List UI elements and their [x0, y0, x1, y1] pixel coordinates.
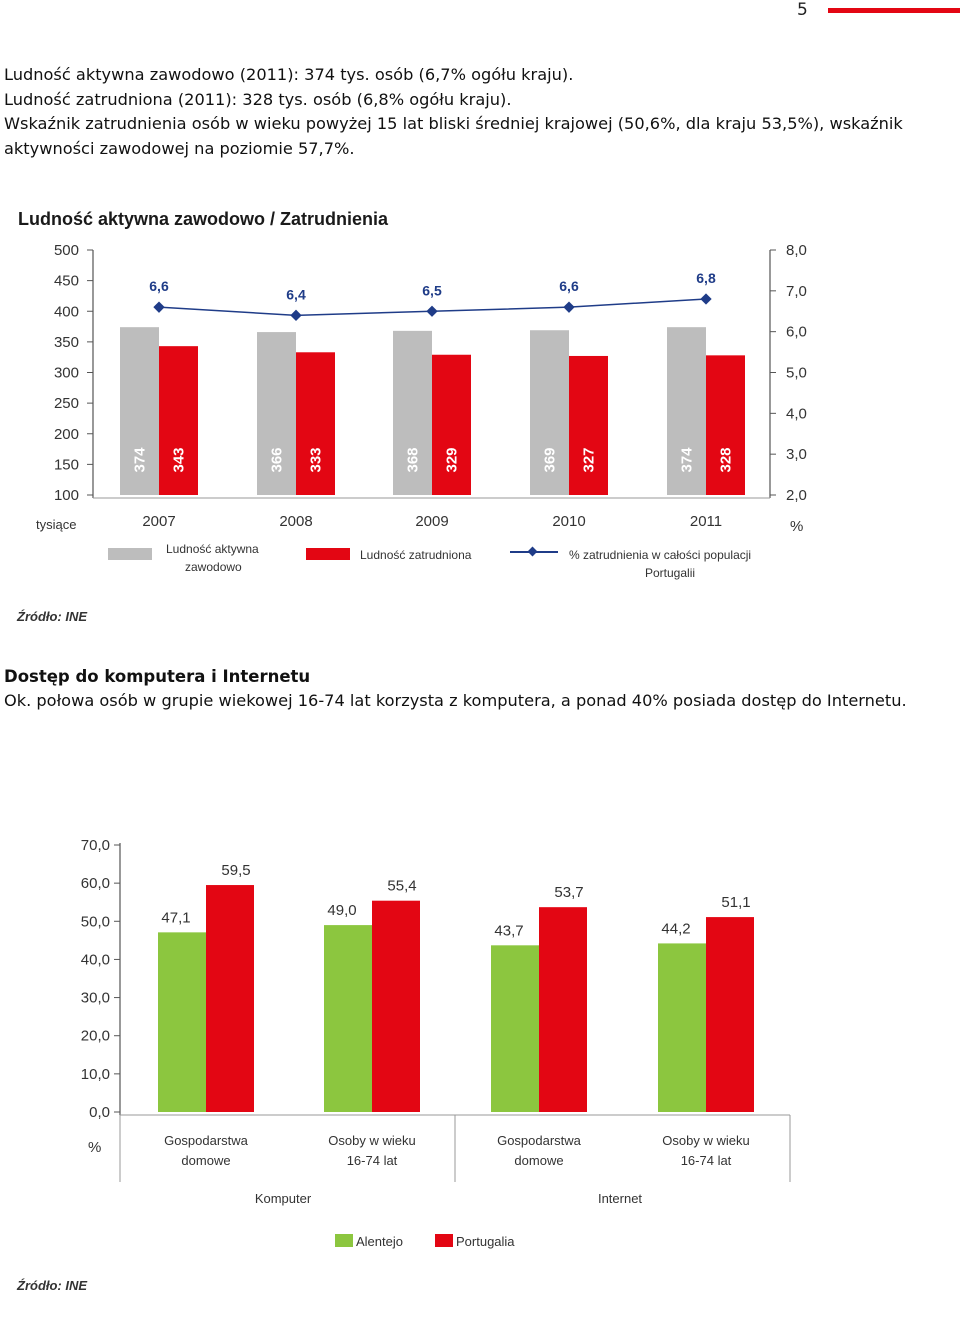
- chart2-legend-portugalia: Portugalia: [456, 1234, 515, 1249]
- chart2-group-computer: Komputer: [254, 1191, 312, 1206]
- chart1-legend-rate-line2: Portugalii: [645, 566, 696, 580]
- chart2-bar-portugalia: [539, 907, 587, 1112]
- chart2-xtick-label: domowe: [514, 1153, 564, 1168]
- intro-line-employed-population: Ludność zatrudniona (2011): 328 tys. osób (6,8% ogółu kraju).: [4, 89, 512, 109]
- chart2-xtick-label: Gospodarstwa: [497, 1133, 581, 1148]
- chart1-y2tick-label: 8,0: [786, 242, 807, 259]
- chart1-rate-label: 6,6: [149, 278, 169, 295]
- chart2-bar-label: 49,0: [327, 902, 357, 920]
- chart2-bar-label: 44,2: [661, 920, 691, 938]
- chart2-xtick-label: 16-74 lat: [680, 1153, 732, 1168]
- chart2-bar-portugalia: [372, 901, 420, 1112]
- chart1-rate-label: 6,6: [559, 278, 579, 295]
- chart2-legend-swatch-portugalia: [435, 1234, 453, 1247]
- chart2-bar-label: 51,1: [721, 894, 751, 912]
- chart1-y2tick-label: 4,0: [786, 405, 807, 423]
- chart2-bar-label: 59,5: [221, 862, 251, 880]
- chart1-rate-label: 6,8: [696, 270, 716, 286]
- intro-line-active-population: Ludność aktywna zawodowo (2011): 374 tys. osób (6,7% ogółu kraju).: [4, 65, 574, 84]
- chart2-bar-label: 47,1: [161, 909, 191, 927]
- chart1-y2tick-label: 2,0: [786, 487, 807, 504]
- chart1-ytick-label: 100: [53, 487, 79, 504]
- chart2-group-internet: Internet: [597, 1191, 643, 1206]
- chart2-bar-alentejo: [491, 945, 539, 1112]
- chart1-bar-label: 343: [170, 447, 188, 473]
- chart1-ytick-label: 350: [53, 333, 79, 351]
- chart2-ytick-label: 40,0: [80, 951, 110, 969]
- chart2-xtick-label: Osoby w wieku: [662, 1133, 750, 1148]
- chart1-bar-label: 327: [580, 447, 598, 473]
- chart2-source: Źródło: INE: [17, 1278, 88, 1293]
- chart2-ytick-label: 0,0: [89, 1104, 110, 1121]
- chart1-bar-label: 369: [541, 447, 559, 473]
- page-number: 5: [797, 0, 808, 20]
- chart1-ytick-label: 500: [53, 242, 79, 259]
- chart2-ytick-label: 70,0: [80, 837, 110, 854]
- chart2-ytick-label: 20,0: [80, 1027, 110, 1045]
- chart1-y2tick-label: 5,0: [786, 364, 807, 382]
- chart2-ytick-label: 10,0: [80, 1065, 110, 1083]
- chart2-bar-alentejo: [658, 943, 706, 1112]
- chart2-bar-label: 43,7: [494, 922, 524, 940]
- chart1-bar-label: 368: [404, 447, 422, 473]
- chart1-xtick-label: 2008: [279, 513, 313, 530]
- chart1-bar-label: 333: [307, 447, 325, 473]
- chart2-xtick-label: domowe: [181, 1153, 231, 1168]
- chart2-legend-alentejo: Alentejo: [356, 1234, 403, 1249]
- chart1-ytick-label: 200: [53, 425, 79, 443]
- chart2-ytick-label: 30,0: [80, 989, 110, 1007]
- chart2-legend-swatch-alentejo: [335, 1234, 353, 1247]
- chart1-ytick-label: 450: [53, 272, 79, 290]
- section-heading: Dostęp do komputera i Internetu: [4, 667, 311, 686]
- chart2-ytick-label: 60,0: [80, 875, 110, 893]
- chart1-bar-label: 366: [268, 447, 286, 473]
- section-text: Ok. połowa osób w grupie wiekowej 16-74 lat korzysta z komputera, a ponad 40% posiada dostęp do Internetu.: [4, 691, 907, 710]
- chart1-ytick-label: 400: [53, 303, 79, 321]
- chart1-bar-label: 329: [443, 447, 461, 473]
- chart2-bar-alentejo: [158, 932, 206, 1112]
- chart2-bar-portugalia: [206, 885, 254, 1112]
- chart2-xtick-label: Gospodarstwa: [164, 1133, 248, 1148]
- chart1-title: Ludność aktywna zawodowo / Zatrudnienia: [18, 209, 389, 229]
- chart2-bar-portugalia: [706, 917, 754, 1112]
- chart1-xtick-label: 2011: [689, 513, 723, 530]
- chart1-rate-label: 6,4: [286, 286, 306, 303]
- chart1-rate-label: 6,5: [422, 282, 442, 299]
- chart2-bar-alentejo: [324, 925, 372, 1112]
- chart1-xtick-label: 2007: [142, 513, 176, 530]
- chart1-legend-active-line1: Ludność aktywna: [166, 542, 259, 556]
- chart1-xtick-label: 2010: [552, 513, 586, 530]
- chart1-ylabel: tysiące: [36, 517, 77, 532]
- chart1-bar-label: 374: [678, 447, 696, 473]
- chart2-ylabel: %: [88, 1139, 102, 1156]
- chart2-bar-label: 55,4: [387, 877, 417, 895]
- chart1-y2label: %: [790, 518, 804, 535]
- chart1-legend-active-line2: zawodowo: [185, 560, 242, 574]
- chart1-y2tick-label: 7,0: [786, 282, 807, 300]
- chart1-bar-label: 374: [131, 447, 149, 473]
- chart1-bar-label: 328: [717, 447, 735, 473]
- chart2-bar-label: 53,7: [554, 884, 584, 902]
- chart2-xtick-label: Osoby w wieku: [328, 1133, 416, 1148]
- chart1-legend-employed: Ludność zatrudniona: [360, 548, 472, 562]
- chart1-source: Źródło: INE: [17, 609, 88, 624]
- chart1-xtick-label: 2009: [415, 513, 449, 530]
- chart1-ytick-label: 250: [53, 395, 79, 413]
- intro-line-employment-rate: Wskaźnik zatrudnienia osób w wieku powyżej 15 lat bliski średniej krajowej (50,6%, dla kraju 53,5%), wskaźnik aktywności zawodowej na poziomie 57,7%.: [4, 114, 903, 158]
- chart2-ytick-label: 50,0: [80, 913, 110, 931]
- chart1-ytick-label: 300: [53, 364, 79, 382]
- chart1-y2tick-label: 3,0: [786, 446, 807, 464]
- chart2-xtick-label: 16-74 lat: [346, 1153, 398, 1168]
- chart1-y2tick-label: 6,0: [786, 323, 807, 341]
- chart1-legend-rate-line1: % zatrudnienia w całości populacji: [569, 548, 752, 562]
- chart1-ytick-label: 150: [53, 456, 79, 474]
